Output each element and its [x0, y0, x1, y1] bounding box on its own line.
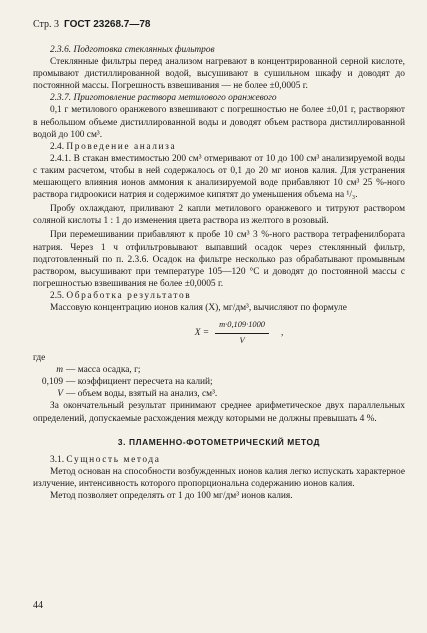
section-2-4-title: Проведение анализа — [66, 141, 177, 152]
definition-row — [33, 388, 405, 400]
definition-row — [33, 364, 405, 376]
formula-denominator: V — [239, 335, 245, 345]
page-label: Стр. 3 — [33, 19, 60, 30]
definition-text: — объем воды, взятый на анализ, см³. — [66, 389, 218, 400]
variable-definitions — [33, 364, 405, 400]
section-2-3-7-title: 2.3.7. Приготовление раствора метилового оранжевого — [50, 93, 277, 104]
section-2-3-6-text: Стеклянные фильтры перед анализом нагревают в концентрированной серной кислоте, промывают дистиллированной водой, высушивают в сушильном шкафу и доводят до постоянной массы. Погрешность взвешивания — не более ±0,0005 г. — [33, 57, 405, 92]
section-3-1-title: Сущность метода — [66, 454, 161, 465]
section-3-1-heading — [33, 454, 405, 466]
formula-lhs: X = — [194, 328, 210, 339]
section-2-3-7-text: 0,1 г метилового оранжевого взвешивают с погрешностью не более ±0,01 г, растворяют в небольшом объеме дистиллированной воды и доводят объем раствора дистиллированной водой до 100 см³. — [33, 105, 405, 140]
section-3-title: 3. ПЛАМЕННО-ФОТОМЕТРИЧЕСКИЙ МЕТОД — [117, 436, 321, 447]
section-2-5-paragraph-2: За окончательный результат принимают среднее арифметическое двух параллельных определений, допускаемые расхождения между которыми не должны превышать 4 %. — [33, 401, 405, 424]
section-2-3-6-title: 2.3.6. Подготовка стеклянных фильтров — [50, 45, 215, 55]
where-label: где — [33, 353, 46, 364]
section-2-5-number: 2.5. — [50, 290, 65, 301]
section-3-1-paragraph-1: Метод основан на способности возбужденных ионов калия легко испускать характерное излучение, интенсивность которого пропорциональна содержанию ионов калия. — [33, 466, 405, 489]
formula-fraction — [215, 319, 269, 346]
section-3-1-number: 3.1. — [50, 454, 65, 465]
standard-code: ГОСТ 23268.7—78 — [64, 19, 151, 30]
section-2-4-1-text: 2.4.1. В стакан вместимостью 200 см³ отмеривают от 10 до 100 см³ анализируемой воды с таким расчетом, чтобы в ней содержалось от 0,1 до 20 мг ионов калия. Для устранения мешающего влияния ионов аммония к анализируемой воде прибавляют 10 см³ 25 %-ного раствора гидроокиси натрия и содержимое кипятят до уменьшения объема на ¹/₃. — [33, 153, 405, 201]
section-2-4-heading — [33, 141, 405, 153]
section-2-5-title: Обработка результатов — [66, 290, 192, 301]
definition-text: — масса осадка, г; — [66, 365, 141, 376]
section-2-5-heading — [33, 290, 405, 302]
definition-symbol: V — [57, 389, 63, 400]
page-number: 44 — [33, 600, 43, 611]
concentration-formula — [73, 320, 405, 346]
formula-numerator: m·0,109·1000 — [215, 319, 269, 333]
formula-tail: , — [280, 328, 284, 339]
section-2-4-number: 2.4. — [50, 141, 65, 152]
definition-symbol: m — [56, 365, 63, 376]
section-2-4-paragraph-3: При перемешивании прибавляют к пробе 10 см³ 3 %-ного раствора тетрафенилбората натрия. Через 1 ч отфильтровывают выпавший осадок через стеклянный фильтр, подготовленный по п. 2.3.6. Осадок на фильтре несколько раз обрабатывают промывным раствором, высушивают при температуре 105—120 °C и доводят до постоянной массы с погрешностью взвешивания не более ±0,0005 г. — [33, 230, 405, 289]
page-header — [33, 19, 150, 30]
page-content — [33, 44, 405, 502]
definition-row — [33, 376, 405, 388]
definition-symbol: 0,109 — [41, 377, 63, 388]
section-3-1-paragraph-2: Метод позволяет определять от 1 до 100 мг/дм³ ионов калия. — [50, 491, 293, 501]
definition-text: — коэффициент пересчета на калий; — [66, 377, 213, 388]
section-2-4-paragraph-2: Пробу охлаждают, приливают 2 капли метилового оранжевого и титруют раствором соляной кислоты 1 : 1 до изменения цвета раствора из желтого в розовый. — [33, 204, 405, 227]
section-2-5-paragraph-1: Массовую концентрацию ионов калия (X), мг/дм³, вычисляют по формуле — [50, 302, 347, 313]
